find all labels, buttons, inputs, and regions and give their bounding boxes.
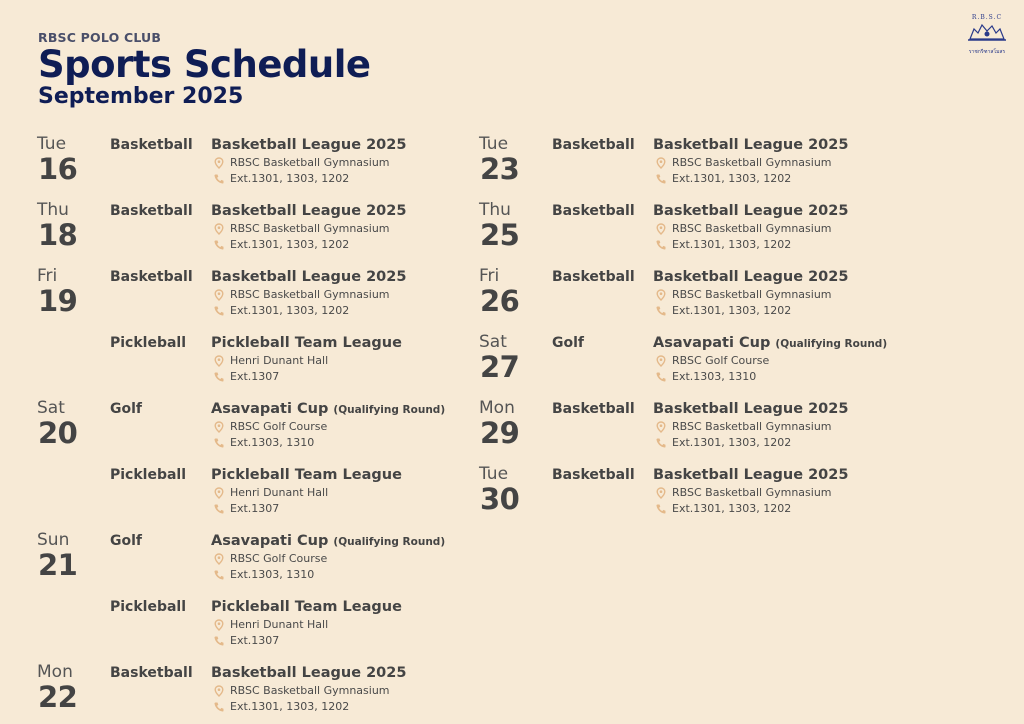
sport-label: Golf (110, 401, 142, 417)
event-name: Basketball League 2025 (653, 467, 849, 483)
event-extension (213, 568, 314, 581)
page-subtitle-month: September 2025 (38, 84, 244, 109)
map-pin-icon (655, 289, 669, 301)
logo-top-text: R.B.S.C (971, 14, 1003, 21)
phone-icon (213, 569, 227, 581)
event-name: Asavapati Cup (211, 533, 329, 549)
event-name: Basketball League 2025 (211, 203, 407, 219)
event-location (213, 288, 390, 301)
sport-label: Golf (110, 533, 142, 549)
location-text: Henri Dunant Hall (230, 486, 329, 499)
phone-icon (655, 305, 669, 317)
phone-icon (213, 503, 227, 515)
day-number: 16 (38, 152, 78, 186)
phone-icon (213, 635, 227, 647)
map-pin-icon (213, 553, 227, 565)
event-title (211, 533, 445, 549)
day-of-week: Sun (37, 530, 70, 550)
extension-text: Ext.1303, 1310 (230, 568, 315, 581)
location-text: RBSC Basketball Gymnasium (230, 684, 390, 697)
day-of-week: Mon (37, 662, 73, 682)
day-of-week: Mon (479, 398, 515, 418)
location-text: RBSC Basketball Gymnasium (672, 486, 832, 499)
logo-emblem-icon (964, 21, 1010, 43)
day-of-week: Fri (37, 266, 58, 286)
location-text: RBSC Golf Course (230, 420, 328, 433)
map-pin-icon (655, 487, 669, 499)
location-text: RBSC Basketball Gymnasium (672, 222, 832, 235)
event-title (211, 467, 402, 483)
phone-icon (213, 701, 227, 713)
day-number: 23 (480, 152, 520, 186)
day-of-week: Tue (479, 134, 509, 154)
extension-text: Ext.1303, 1310 (230, 436, 315, 449)
map-pin-icon (213, 685, 227, 697)
event-location (213, 618, 328, 631)
event-location (213, 684, 390, 697)
event-location (213, 354, 328, 367)
event-name: Basketball League 2025 (211, 269, 407, 285)
sport-label: Basketball (552, 269, 635, 285)
event-title (653, 335, 887, 351)
extension-text: Ext.1307 (230, 634, 280, 647)
extension-text: Ext.1301, 1303, 1202 (230, 238, 350, 251)
event-title (653, 137, 848, 153)
event-location (655, 288, 832, 301)
day-of-week: Tue (479, 464, 509, 484)
sport-label: Basketball (552, 203, 635, 219)
location-text: Henri Dunant Hall (230, 354, 329, 367)
event-extension (655, 436, 791, 449)
day-number: 29 (480, 416, 520, 450)
event-name: Basketball League 2025 (653, 203, 849, 219)
event-extension (655, 304, 791, 317)
day-of-week: Sat (479, 332, 507, 352)
extension-text: Ext.1301, 1303, 1202 (672, 436, 792, 449)
location-text: RBSC Golf Course (672, 354, 770, 367)
map-pin-icon (655, 223, 669, 235)
sport-label: Basketball (552, 401, 635, 417)
day-of-week: Thu (479, 200, 511, 220)
sport-label: Pickleball (110, 467, 187, 483)
extension-text: Ext.1301, 1303, 1202 (230, 304, 350, 317)
map-pin-icon (213, 355, 227, 367)
event-location (655, 486, 832, 499)
event-extension (655, 502, 791, 515)
event-name: Basketball League 2025 (653, 401, 849, 417)
day-number: 20 (38, 416, 78, 450)
sport-label: Basketball (552, 137, 635, 153)
event-title (211, 203, 406, 219)
sport-label: Basketball (110, 137, 193, 153)
map-pin-icon (213, 619, 227, 631)
event-title (211, 401, 445, 417)
event-title (653, 467, 848, 483)
day-number: 18 (38, 218, 78, 252)
event-extension (655, 370, 756, 383)
page-title: Sports Schedule (38, 43, 371, 86)
map-pin-icon (213, 157, 227, 169)
phone-icon (655, 503, 669, 515)
event-location (213, 420, 327, 433)
event-location (213, 552, 327, 565)
map-pin-icon (213, 289, 227, 301)
day-of-week: Tue (37, 134, 67, 154)
map-pin-icon (655, 421, 669, 433)
event-title (211, 335, 402, 351)
header (38, 30, 371, 109)
event-extension (213, 370, 279, 383)
event-name: Pickleball Team League (211, 335, 402, 351)
event-name: Basketball League 2025 (211, 137, 407, 153)
event-name: Basketball League 2025 (211, 665, 407, 681)
day-number: 27 (480, 350, 520, 384)
event-name: Basketball League 2025 (653, 269, 849, 285)
location-text: RBSC Basketball Gymnasium (230, 222, 390, 235)
phone-icon (655, 371, 669, 383)
day-number: 22 (38, 680, 78, 714)
event-title (653, 203, 848, 219)
event-location (655, 222, 832, 235)
sport-label: Golf (552, 335, 584, 351)
event-extension (213, 172, 349, 185)
day-number: 19 (38, 284, 78, 318)
sport-label: Pickleball (110, 599, 187, 615)
club-name: RBSC POLO CLUB (38, 30, 162, 45)
phone-icon (213, 173, 227, 185)
event-location (213, 486, 328, 499)
map-pin-icon (213, 223, 227, 235)
extension-text: Ext.1301, 1303, 1202 (230, 700, 350, 713)
event-location (213, 222, 390, 235)
event-title (653, 401, 848, 417)
event-extension (213, 304, 349, 317)
phone-icon (655, 173, 669, 185)
event-subtitle: (Qualifying Round) (333, 404, 446, 416)
location-text: RBSC Golf Course (230, 552, 328, 565)
day-of-week: Fri (479, 266, 500, 286)
event-title (211, 665, 406, 681)
day-number: 26 (480, 284, 520, 318)
event-subtitle: (Qualifying Round) (333, 536, 446, 548)
event-location (655, 420, 832, 433)
extension-text: Ext.1307 (230, 502, 280, 515)
day-number: 21 (38, 548, 78, 582)
phone-icon (655, 239, 669, 251)
phone-icon (213, 437, 227, 449)
event-extension (213, 634, 279, 647)
event-extension (213, 436, 314, 449)
extension-text: Ext.1301, 1303, 1202 (672, 304, 792, 317)
location-text: RBSC Basketball Gymnasium (230, 156, 390, 169)
event-location (213, 156, 390, 169)
sport-label: Pickleball (110, 335, 187, 351)
map-pin-icon (213, 487, 227, 499)
day-number: 30 (480, 482, 520, 516)
event-subtitle: (Qualifying Round) (775, 338, 888, 350)
extension-text: Ext.1301, 1303, 1202 (672, 172, 792, 185)
phone-icon (655, 437, 669, 449)
event-name: Asavapati Cup (653, 335, 771, 351)
event-extension (655, 172, 791, 185)
event-name: Pickleball Team League (211, 467, 402, 483)
event-location (655, 156, 832, 169)
event-extension (213, 238, 349, 251)
event-title (653, 269, 848, 285)
event-name: Pickleball Team League (211, 599, 402, 615)
extension-text: Ext.1301, 1303, 1202 (672, 238, 792, 251)
phone-icon (213, 305, 227, 317)
day-of-week: Sat (37, 398, 65, 418)
event-extension (213, 502, 279, 515)
club-logo (964, 14, 1010, 54)
map-pin-icon (655, 355, 669, 367)
location-text: RBSC Basketball Gymnasium (230, 288, 390, 301)
sport-label: Basketball (110, 269, 193, 285)
extension-text: Ext.1307 (230, 370, 280, 383)
location-text: RBSC Basketball Gymnasium (672, 420, 832, 433)
extension-text: Ext.1301, 1303, 1202 (672, 502, 792, 515)
phone-icon (213, 371, 227, 383)
event-name: Asavapati Cup (211, 401, 329, 417)
phone-icon (213, 239, 227, 251)
day-number: 25 (480, 218, 520, 252)
sport-label: Basketball (552, 467, 635, 483)
event-location (655, 354, 769, 367)
sport-label: Basketball (110, 665, 193, 681)
location-text: RBSC Basketball Gymnasium (672, 288, 832, 301)
location-text: RBSC Basketball Gymnasium (672, 156, 832, 169)
day-of-week: Thu (37, 200, 69, 220)
sport-label: Basketball (110, 203, 193, 219)
map-pin-icon (213, 421, 227, 433)
event-title (211, 137, 406, 153)
extension-text: Ext.1301, 1303, 1202 (230, 172, 350, 185)
extension-text: Ext.1303, 1310 (672, 370, 757, 383)
logo-bottom-text: ราชกรีฑาสโมสร (968, 49, 1006, 55)
event-extension (213, 700, 349, 713)
location-text: Henri Dunant Hall (230, 618, 329, 631)
event-extension (655, 238, 791, 251)
event-title (211, 599, 402, 615)
map-pin-icon (655, 157, 669, 169)
event-title (211, 269, 406, 285)
event-name: Basketball League 2025 (653, 137, 849, 153)
